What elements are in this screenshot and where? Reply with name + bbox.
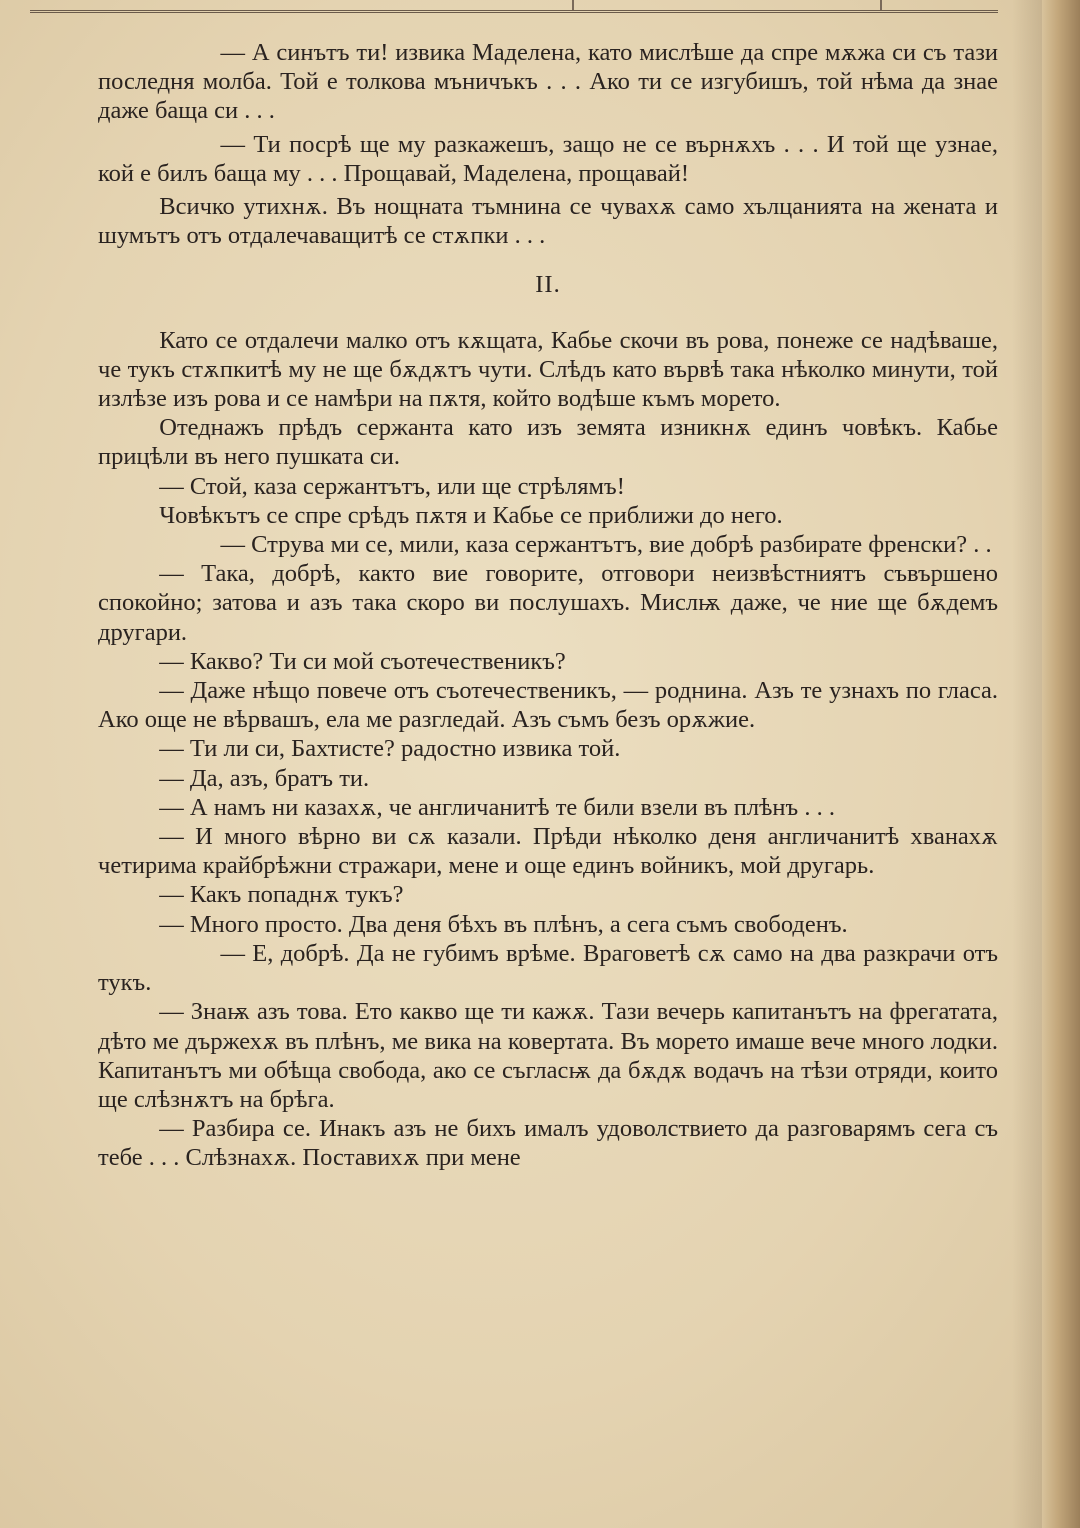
paragraph: Човѣкътъ се спре срѣдъ пѫтя и Кабье се приближи до него. bbox=[159, 501, 783, 529]
paragraph: — Ти ли си, Бахтисте? радостно извика той. bbox=[159, 735, 621, 763]
paragraph: — Даже нѣщо повече отъ съотечественикъ, — роднина. Азъ те узнахъ по гласа. Ако още не вѣрвашъ, ела ме разгледай. Азъ съмъ безъ орѫжие. bbox=[98, 677, 998, 734]
paragraph: — И много вѣрно ви сѫ казали. Прѣди нѣколко деня англичанитѣ хванахѫ четирима крайбрѣжни стражари, мене и още единъ войникъ, мой другарь. bbox=[98, 823, 998, 880]
top-rule-tick bbox=[880, 0, 882, 10]
paragraph: Като се отдалечи малко отъ кѫщата, Кабье скочи въ рова, понеже се надѣваше, че тукъ стѫпкитѣ му не ще бѫдѫтъ чути. Слѣдъ като вървѣ така нѣколко минути, той излѣзе изъ рова и се намѣри на пѫтя, който водѣше къмъ морето. bbox=[98, 326, 998, 413]
book-binding-edge bbox=[1042, 0, 1080, 1528]
binding-shadow bbox=[1012, 0, 1042, 1528]
paragraph: — Е, добрѣ. Да не губимъ врѣме. Враговетѣ сѫ само на два разкрачи отъ тукъ. bbox=[98, 939, 998, 997]
paragraph: — Знаѭ азъ това. Ето какво ще ти кажѫ. Тази вечерь капитанътъ на фрегатата, дѣто ме държехѫ въ плѣнъ, ме вика на ковертата. Въ морето имаше вече много лодки. Капитанътъ ми обѣща свобода, ако се съгласѭ да бѫдѫ водачъ на тѣзи отряди, които ще слѣзнѫтъ на брѣга. bbox=[98, 998, 998, 1113]
paragraph: — А намъ ни казахѫ, че англичанитѣ те били взели въ плѣнъ . . . bbox=[159, 793, 835, 821]
top-rule bbox=[30, 10, 998, 13]
top-rule-tick bbox=[572, 0, 574, 10]
paragraph: — Разбира се. Инакъ азъ не бихъ ималъ удоволствието да разговарямъ сега съ тебе . . . Слѣзнахѫ. Поставихѫ при мене bbox=[98, 1115, 998, 1172]
paragraph: Всичко утихнѫ. Въ нощната тъмнина се чувахѫ само хълцанията на жената и шумътъ отъ отдалечаващитѣ се стѫпки . . . bbox=[98, 193, 998, 250]
chapter-heading: II. bbox=[535, 271, 561, 299]
paragraph: — Така, добрѣ, както вие говорите, отговори неизвѣстниятъ съвършено спокойно; затова и азъ така скоро ви послушахъ. Мислѭ даже, че ние ще бѫдемъ другари. bbox=[98, 560, 998, 646]
paragraph: — Стой, каза сержантътъ, или ще стрѣлямъ! bbox=[159, 472, 625, 500]
paragraph: — Струва ми се, мили, каза сержантътъ, вие добрѣ разбирате френски? . . bbox=[220, 531, 992, 559]
paragraph: — Какво? Ти си мой съотечественикъ? bbox=[159, 647, 566, 675]
paragraph: — А синътъ ти! извика Маделена, като мислѣше да спре мѫжа си съ тази последня молба. Той е толкова мъничъкъ . . . Ако ти се изгубишъ, той нѣма да знае даже баща си . . . bbox=[98, 39, 998, 125]
paragraph: — Какъ попаднѫ тукъ? bbox=[159, 881, 404, 909]
article-body bbox=[98, 38, 998, 1173]
paragraph: — Ти посрѣ ще му разкажешъ, защо не се върнѫхъ . . . И той ще узнае, кой е билъ баща му . . . Прощавай, Маделена, прощавай! bbox=[98, 130, 998, 187]
paragraph: — Да, азъ, братъ ти. bbox=[159, 764, 370, 792]
paragraph: — Много просто. Два деня бѣхъ въ плѣнъ, а сега съмъ свободенъ. bbox=[159, 910, 848, 938]
paragraph: Отеднажъ прѣдъ сержанта като изъ земята изникнѫ единъ човѣкъ. Кабье прицѣли въ него пушката си. bbox=[98, 414, 998, 471]
